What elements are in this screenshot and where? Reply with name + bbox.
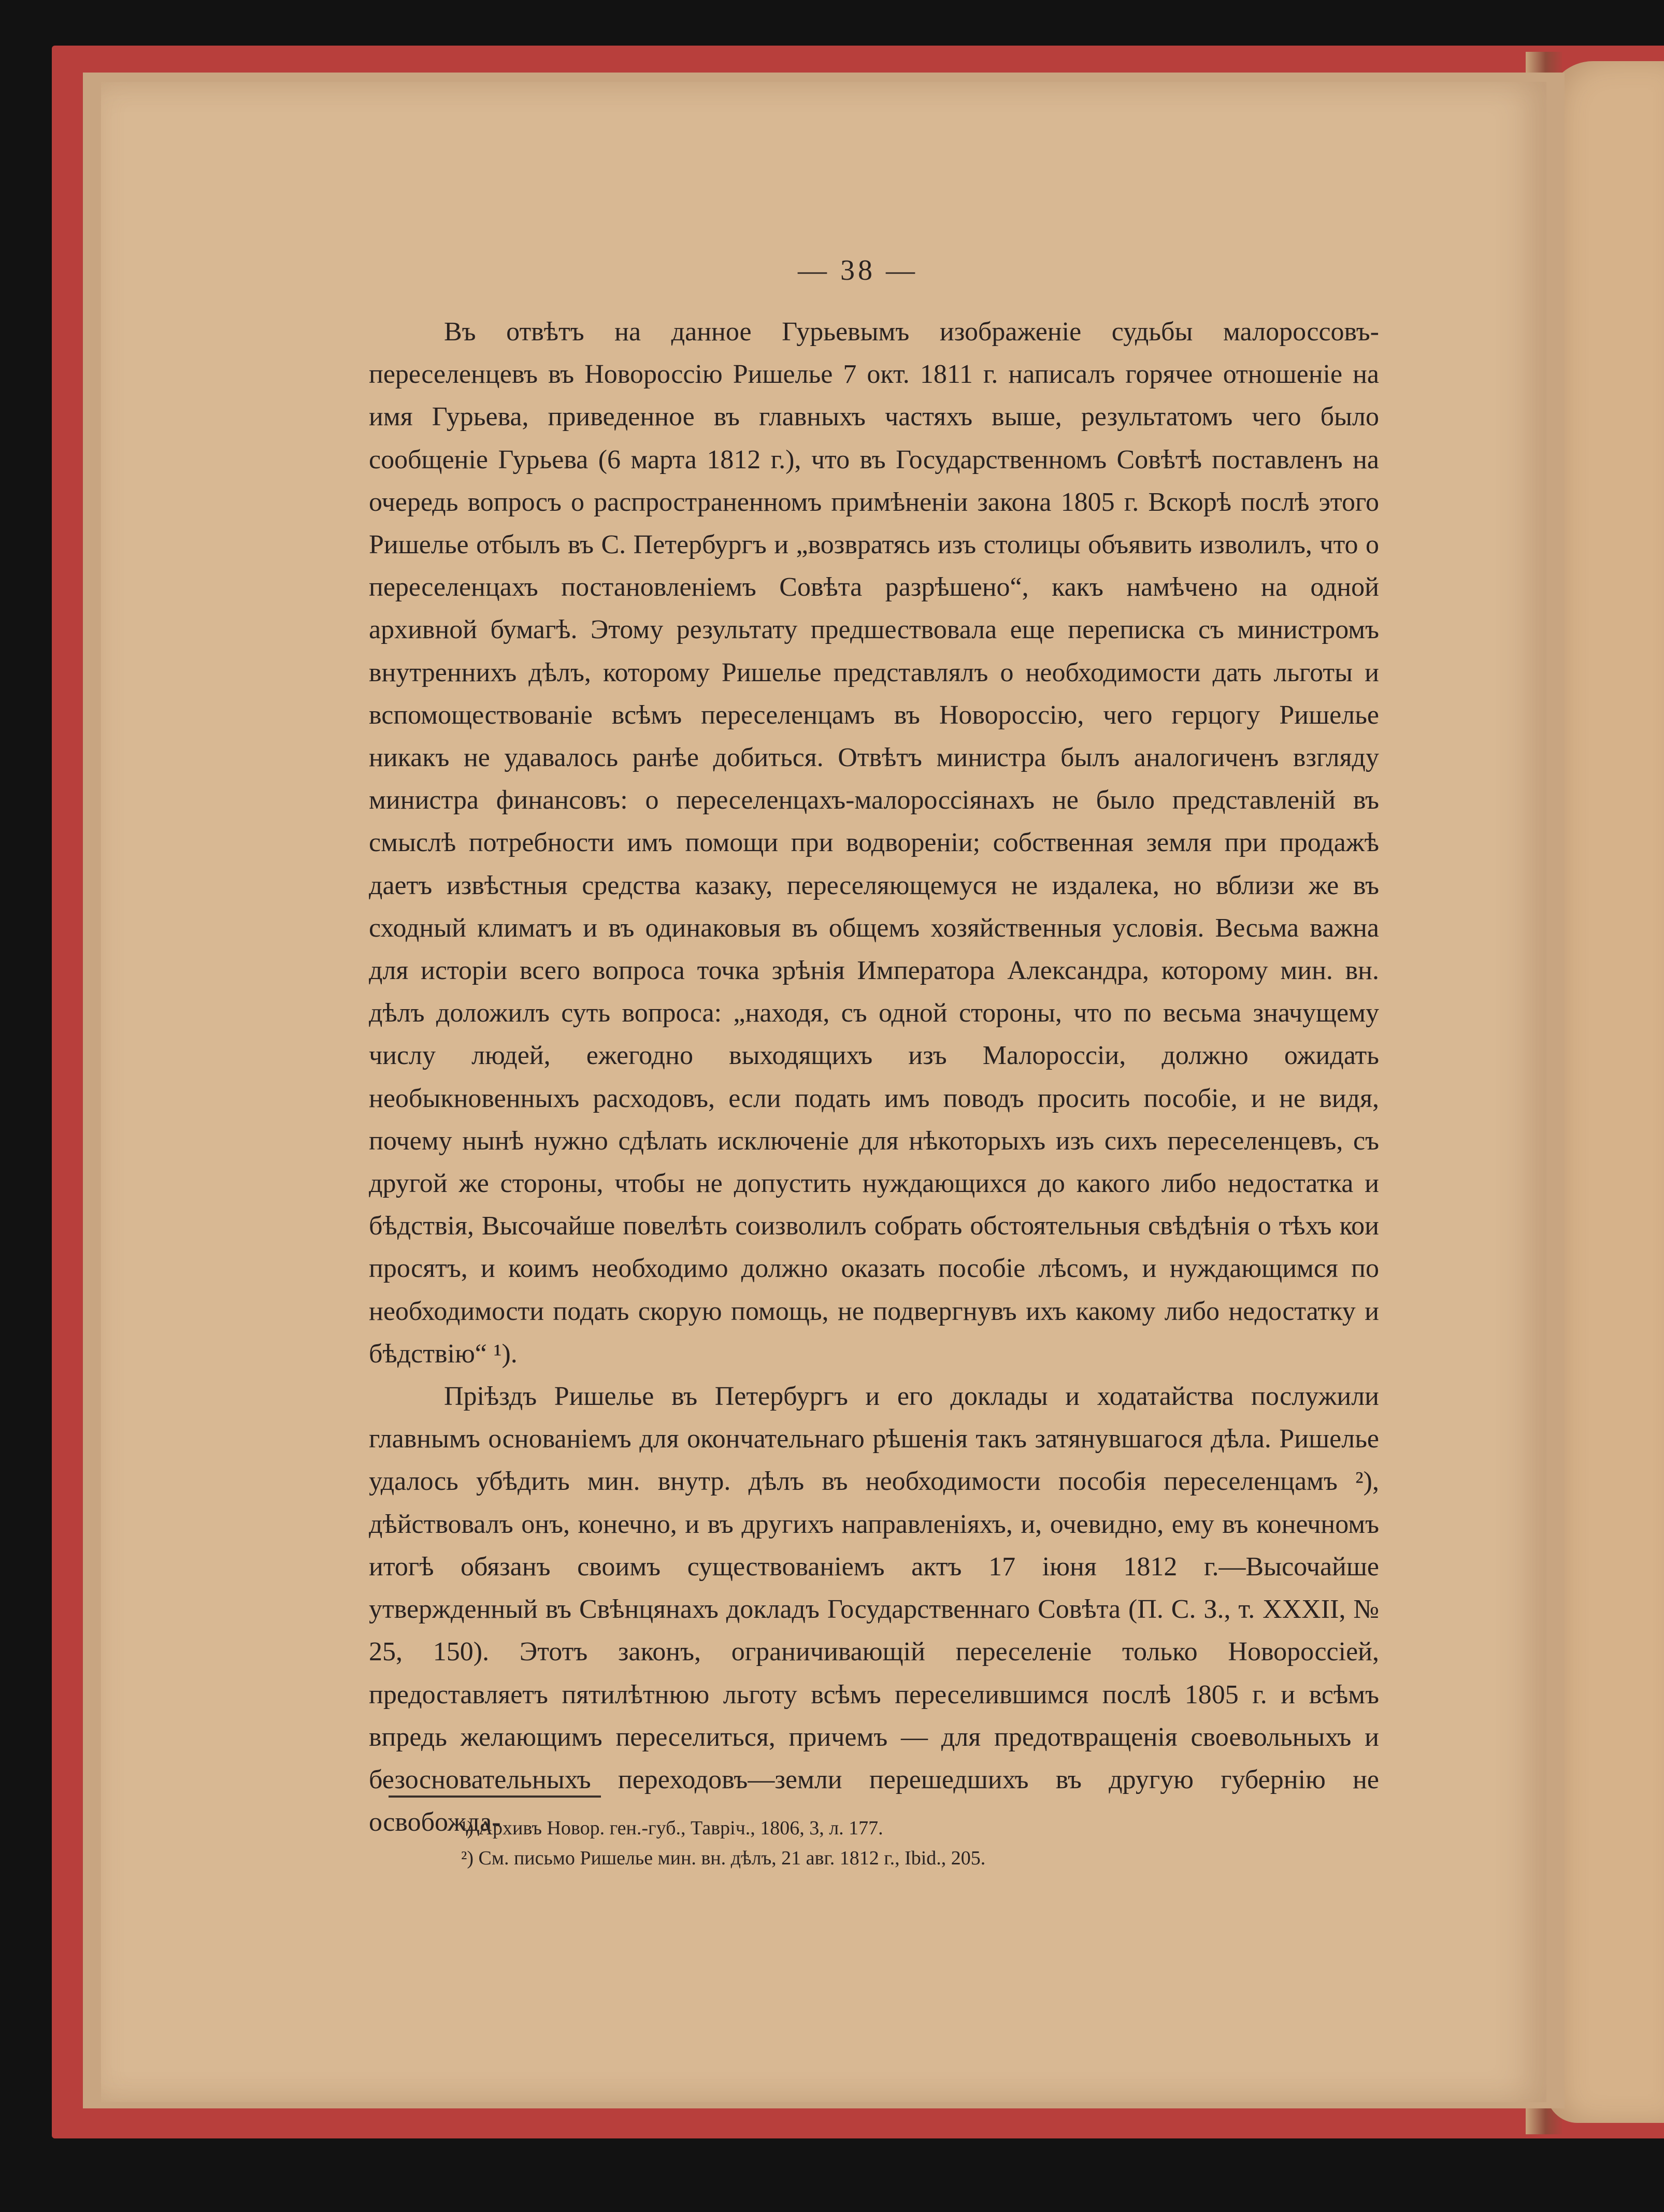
body-text: [369, 311, 1379, 1844]
page-number: — 38 —: [798, 254, 918, 286]
footnote: ²) См. письмо Ришелье мин. вн. дѣлъ, 21 авг. 1812 г., Ibid., 205.: [461, 1847, 986, 1869]
paragraph: Въ отвѣтъ на данное Гурьевымъ изображеніе судьбы малороссовъ-переселенцевъ въ Новороссію Ришелье 7 окт. 1811 г. написалъ горячее отношеніе на имя Гурьева, приведенное въ главныхъ частяхъ выше, результатомъ чего было сообщеніе Гурьева (6 марта 1812 г.), что въ Государственномъ Совѣтѣ поставленъ на очередь вопросъ о распространенномъ примѣненіи закона 1805 г. Вскорѣ послѣ этого Ришелье отбылъ въ С. Петербургъ и „возвратясь изъ столицы объявить изволилъ, что о переселенцахъ постановленіемъ Совѣта разрѣшено“, какъ намѣчено на одной архивной бумагѣ. Этому результату предшествовала еще переписка съ министромъ внутреннихъ дѣлъ, которому Ришелье представлялъ о необходимости дать льготы и вспомоществованіе всѣмъ переселенцамъ въ Новороссію, чего герцогу Ришелье никакъ не удавалось ранѣе добиться. Отвѣтъ министра былъ аналогиченъ взгляду министра финансовъ: о переселенцахъ-малороссіянахъ не было представленій въ смыслѣ потребности имъ помощи при водвореніи; собственная земля при продажѣ даетъ извѣстныя средства казаку, переселяющемуся не издалека, но вблизи же въ сходный климатъ и въ одинаковыя въ общемъ хозяйственныя условія. Весьма важна для исторіи всего вопроса точка зрѣнія Императора Александра, которому мин. вн. дѣлъ доложилъ суть вопроса: „находя, съ одной стороны, что по весьма значущему числу людей, ежегодно выходящихъ изъ Малороссіи, должно ожидать необыкновенныхъ расходовъ, если подать имъ поводъ просить пособіе, и не видя, почему нынѣ нужно сдѣлать исключеніе для нѣкоторыхъ изъ сихъ переселенцевъ, съ другой же стороны, чтобы не допустить нуждающихся до какого либо недостатка и бѣдствія, Высочайше повелѣть соизволилъ собрать обстоятельныя свѣдѣнія о тѣхъ кои просятъ, и коимъ необходимо должно оказать пособіе лѣсомъ, и нуждающимся по необходимости подать скорую помощь, не подвергнувъ ихъ какому либо недостатку и бѣдствію“ ¹).: [369, 317, 1379, 1369]
footnotes: [461, 1813, 1368, 1873]
footnote-divider: [389, 1796, 601, 1798]
paragraph: Пріѣздъ Ришелье въ Петербургъ и его доклады и ходатайства послужили главнымъ основаніемъ для окончательнаго рѣшенія такъ затянувшагося дѣла. Ришелье удалось убѣдить мин. внутр. дѣлъ въ необходимости пособія переселенцамъ ²), дѣйствовалъ онъ, конечно, и въ другихъ направленіяхъ, и, очевидно, ему въ конечномъ итогѣ обязанъ своимъ существованіемъ актъ 17 іюня 1812 г.—Высочайше утвержденный въ Свѣнцянахъ докладъ Государственнаго Совѣта (П. С. З., т. XXXII, № 25, 150). Этотъ законъ, ограничивающій переселеніе только Новороссіей, предоставляетъ пятилѣтнюю льготу всѣмъ переселившимся послѣ 1805 г. и всѣмъ впредь желающимъ переселиться, причемъ — для предотвращенія своевольныхъ и безосновательныхъ переходовъ—земли перешедшихъ въ другую губернію не освобожда-: [369, 1382, 1379, 1837]
footnote: ¹) Архивъ Новор. ген.-губ., Тавріч., 1806, 3, л. 177.: [461, 1817, 883, 1839]
